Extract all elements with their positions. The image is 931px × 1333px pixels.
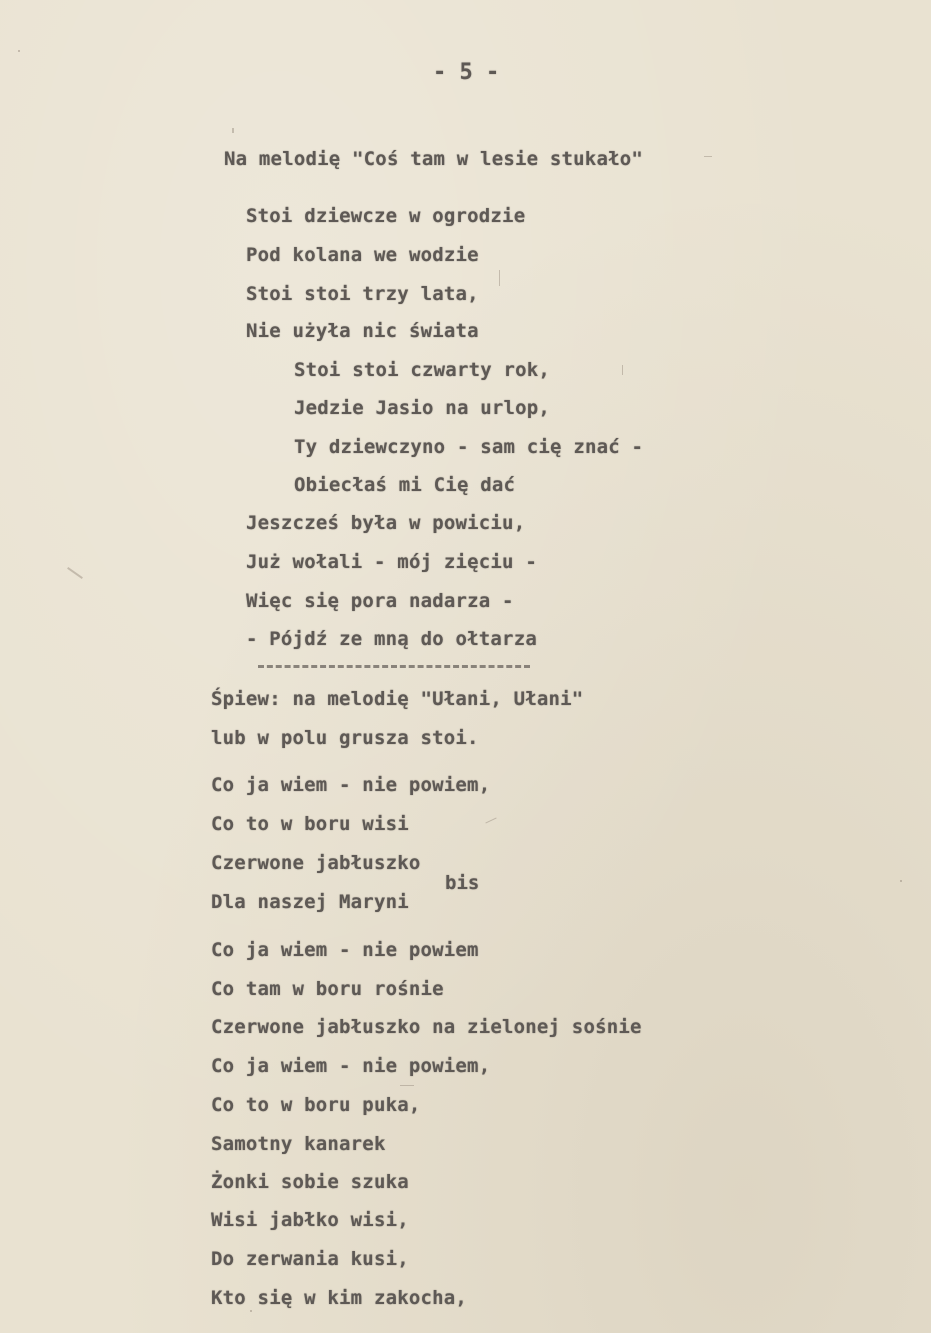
paper-speck — [900, 880, 902, 882]
song2-stanza2-line: Co ja wiem - nie powiem — [211, 939, 479, 961]
paper-speck — [485, 818, 496, 824]
song1-line: - Pójdź ze mną do ołtarza — [246, 628, 537, 650]
song1-line: Pod kolana we wodzie — [246, 244, 479, 266]
song2-stanza2-line: Do zerwania kusi, — [211, 1248, 409, 1270]
song2-stanza2-line: Wisi jabłko wisi, — [211, 1209, 409, 1231]
song2-stanza1-line: Czerwone jabłuszko — [211, 852, 421, 874]
song2-stanza2-line: Żonki sobie szuka — [211, 1171, 409, 1193]
bis-marker: bis — [445, 872, 480, 894]
paper-speck — [250, 1310, 252, 1312]
song2-stanza1-line: Co ja wiem - nie powiem, — [211, 774, 491, 796]
song1-line: Obiecłaś mi Cię dać — [294, 474, 516, 496]
song1-line: Stoi stoi trzy lata, — [246, 283, 479, 305]
song2-stanza2-line: Kto się w kim zakocha, — [211, 1287, 468, 1309]
song2-stanza2-line: Co ja wiem - nie powiem, — [211, 1055, 491, 1077]
paper-speck — [67, 567, 83, 579]
song1-line: Jeszcześ była w powiciu, — [246, 512, 526, 534]
song1-line: Stoi stoi czwarty rok, — [294, 359, 551, 381]
paper-speck — [622, 365, 623, 375]
song2-heading: Śpiew: na melodię "Ułani, Ułani" — [211, 688, 584, 710]
song1-line: Więc się pora nadarza - — [246, 590, 514, 612]
section-divider — [258, 665, 530, 668]
paper-speck — [704, 156, 712, 157]
song1-heading: Na melodię "Coś tam w lesie stukało" — [224, 148, 644, 170]
song2-stanza1-line: Co to w boru wisi — [211, 813, 409, 835]
song1-line: Ty dziewczyno - sam cię znać - — [294, 436, 644, 458]
song1-line: Już wołali - mój zięciu - — [246, 551, 537, 573]
paper-speck — [18, 50, 20, 52]
song2-heading-subline: lub w polu grusza stoi. — [211, 727, 479, 749]
song2-stanza2-line: Samotny kanarek — [211, 1133, 386, 1155]
paper-speck — [400, 1085, 414, 1086]
song1-line: Nie użyła nic świata — [246, 320, 479, 342]
song2-stanza1-line: Dla naszej Maryni — [211, 891, 409, 913]
song1-line: Stoi dziewcze w ogrodzie — [246, 205, 526, 227]
paper-speck — [232, 128, 234, 133]
song2-stanza2-line: Co to w boru puka, — [211, 1094, 421, 1116]
song1-line: Jedzie Jasio na urlop, — [294, 397, 551, 419]
paper-speck — [499, 270, 500, 286]
song2-stanza2-line: Co tam w boru rośnie — [211, 978, 444, 1000]
page-number: - 5 - — [433, 60, 500, 85]
song2-stanza2-line: Czerwone jabłuszko na zielonej sośnie — [211, 1016, 642, 1038]
